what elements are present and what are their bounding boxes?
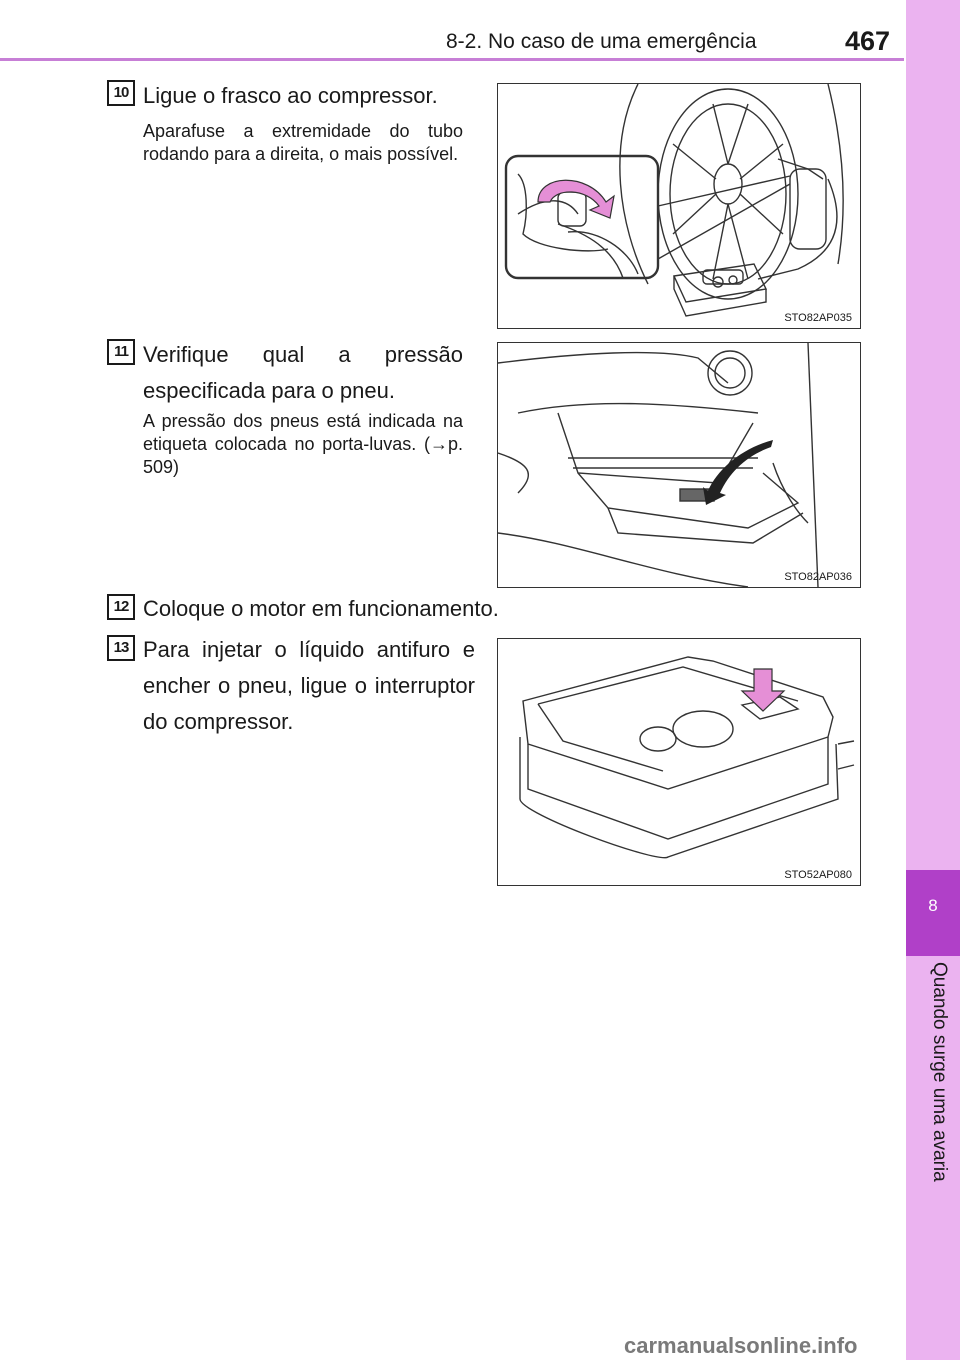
chapter-title: Quando surge uma avaria [929,962,950,1182]
step-number-badge: 12 [107,594,135,620]
glovebox-illustration [498,343,860,587]
step-number-badge: 11 [107,339,135,365]
chapter-tab [906,870,960,956]
step-title: Verifique qual a pressão especificada para o pneu. [143,342,463,403]
figure-code: STO82AP036 [784,571,852,583]
compressor-connection-illustration [498,84,860,328]
figure-glovebox-label [497,342,861,588]
step-description: Aparafuse a extremidade do tubo rodando para a direita, o mais possível. [143,121,463,164]
step-description: A pressão dos pneus está indicada na etiqueta colocada no porta-luvas. (→p. 509) [143,411,463,477]
figure-compressor-switch [497,638,861,886]
page-number: 467 [845,26,891,56]
section-title: 8-2. No caso de uma emergência [446,30,757,53]
chapter-number: 8 [928,896,938,915]
header-divider [0,58,904,61]
figure-compressor-connection [497,83,861,329]
step-number-badge: 10 [107,80,135,106]
figure-code: STO52AP080 [784,869,852,881]
step-title: Ligue o frasco ao compressor. [143,83,438,108]
step-title: Coloque o motor em funcionamento. [143,596,499,621]
step-title: Para injetar o líquido antifuro e encher o pneu, ligue o interruptor do compressor. [143,637,475,734]
watermark: carmanualsonline.info [624,1333,858,1358]
figure-code: STO82AP035 [784,312,852,324]
compressor-switch-illustration [498,639,860,885]
step-number-badge: 13 [107,635,135,661]
